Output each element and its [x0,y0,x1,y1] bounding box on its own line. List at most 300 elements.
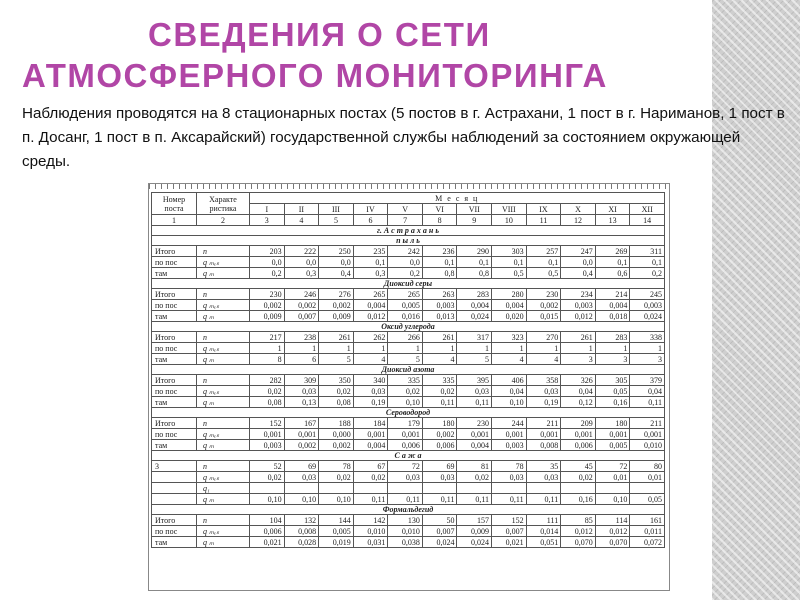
table-cell: 283 [457,289,492,300]
column-number: 9 [457,215,492,226]
table-cell: 265 [353,289,388,300]
table-cell: 0,004 [595,300,630,311]
table-row [152,246,665,257]
table-cell: 104 [250,515,285,526]
section-row [152,451,665,461]
table-cell: 263 [422,289,457,300]
row-label: по пос [152,343,197,354]
table-cell: 0,03 [284,472,319,483]
row-characteristic: q ₘ [197,537,250,548]
table-cell: 78 [319,461,354,472]
table-cell: 4 [526,354,561,365]
table-cell: 0,11 [353,494,388,505]
table-row [152,537,665,548]
table-cell: 317 [457,332,492,343]
month-header: XI [595,204,630,215]
table-cell: 0,051 [526,537,561,548]
row-characteristic: q ₘₑₛ [197,526,250,537]
table-cell: 0,03 [353,386,388,397]
city-heading: г. А с т р а х а н ь [152,226,665,236]
row-label: Итого [152,418,197,429]
table-cell: 0,019 [319,537,354,548]
table-cell: 72 [388,461,423,472]
table-cell: 290 [457,246,492,257]
table-cell: 0,5 [526,268,561,279]
table-cell: 0,006 [250,526,285,537]
table-cell: 0,0 [319,257,354,268]
table-cell: 379 [630,375,665,386]
column-number: 10 [492,215,527,226]
table-cell: 180 [595,418,630,429]
table-cell: 0,001 [284,429,319,440]
city-row [152,226,665,236]
month-header: VI [422,204,457,215]
month-header: III [319,204,354,215]
table-cell: 35 [526,461,561,472]
header-char-line-1: Характе [209,194,237,204]
column-number: 13 [595,215,630,226]
section-row [152,322,665,332]
row-characteristic: n [197,418,250,429]
table-cell: 0,016 [388,311,423,322]
table-cell: 0,000 [319,429,354,440]
column-number: 11 [526,215,561,226]
table-row [152,515,665,526]
table-cell: 1 [388,343,423,354]
table-cell: 0,012 [561,311,596,322]
column-number: 12 [561,215,596,226]
table-cell: 0,10 [388,397,423,408]
table-cell: 250 [319,246,354,257]
table-cell: 211 [526,418,561,429]
row-label: там [152,397,197,408]
table-body [152,236,665,548]
table-cell: 0,005 [595,440,630,451]
table-cell: 0,021 [492,537,527,548]
table-cell: 0,02 [561,472,596,483]
section-heading: Диоксид серы [152,279,665,289]
table-cell: 45 [561,461,596,472]
table-cell [561,483,596,494]
table-row [152,289,665,300]
table-cell: 309 [284,375,319,386]
table-cell: 0,002 [284,440,319,451]
table-cell: 350 [319,375,354,386]
table-cell: 0,16 [595,397,630,408]
row-label: Итого [152,375,197,386]
table-cell: 0,003 [630,300,665,311]
table-cell: 0,11 [422,397,457,408]
table-cell: 1 [630,343,665,354]
column-number: 5 [319,215,354,226]
table-cell: 1 [492,343,527,354]
month-header: V [388,204,423,215]
table-cell: 0,2 [388,268,423,279]
table-cell: 261 [319,332,354,343]
row-characteristic: q ₘₑₛ [197,343,250,354]
table-cell: 0,0 [250,257,285,268]
table-cell: 0,11 [388,494,423,505]
table-cell [422,483,457,494]
table-cell: 214 [595,289,630,300]
table-cell: 0,10 [250,494,285,505]
table-cell: 246 [284,289,319,300]
table-cell: 0,020 [492,311,527,322]
month-header: VII [457,204,492,215]
month-header: X [561,204,596,215]
table-row [152,429,665,440]
table-cell: 0,007 [284,311,319,322]
table-cell: 276 [319,289,354,300]
table-cell: 235 [353,246,388,257]
table-cell: 69 [284,461,319,472]
table-cell: 0,19 [526,397,561,408]
table-cell: 280 [492,289,527,300]
table-row [152,375,665,386]
title-line-2: АТМОСФЕРНОГО МОНИТОРИНГА [22,57,608,94]
row-label: Итого [152,289,197,300]
table-cell [595,483,630,494]
table-cell: 0,006 [388,440,423,451]
table-cell: 265 [388,289,423,300]
row-characteristic: q ₘ [197,440,250,451]
table-cell: 326 [561,375,596,386]
table-cell: 0,001 [353,429,388,440]
table-cell: 0,11 [457,397,492,408]
table-row [152,494,665,505]
table-cell: 0,008 [526,440,561,451]
row-label: по пос [152,526,197,537]
table-cell: 1 [250,343,285,354]
table-cell: 0,11 [457,494,492,505]
table-cell: 0,007 [422,526,457,537]
row-label: по пос [152,257,197,268]
table-cell: 188 [319,418,354,429]
table-cell: 340 [353,375,388,386]
table-cell: 132 [284,515,319,526]
row-characteristic: q ₘ [197,494,250,505]
table-cell: 0,004 [492,300,527,311]
table-cell: 0,013 [422,311,457,322]
table-cell: 0,16 [561,494,596,505]
table-cell [457,483,492,494]
table-cell: 1 [353,343,388,354]
table-cell: 152 [250,418,285,429]
table-cell: 184 [353,418,388,429]
table-cell: 0,031 [353,537,388,548]
row-characteristic: q ₘ [197,311,250,322]
table-cell: 0,003 [422,300,457,311]
row-characteristic: q ₘₑₛ [197,257,250,268]
row-characteristic: q ₘₑₛ [197,300,250,311]
table-cell [284,483,319,494]
table-cell: 3 [630,354,665,365]
table-cell: 0,1 [526,257,561,268]
row-characteristic: q ₘₑₛ [197,386,250,397]
row-label: по пос [152,429,197,440]
table-cell: 0,03 [492,472,527,483]
table-cell: 0,014 [526,526,561,537]
column-number: 6 [353,215,388,226]
table-row [152,397,665,408]
table-cell: 0,004 [353,300,388,311]
row-label: по пос [152,386,197,397]
table-cell: 0,001 [250,429,285,440]
table-cell: 0,002 [422,429,457,440]
section-heading: Диоксид азота [152,365,665,375]
table-cell: 0,02 [422,386,457,397]
row-label [152,472,197,483]
table-cell: 244 [492,418,527,429]
table-cell: 0,038 [388,537,423,548]
table-cell: 0,0 [284,257,319,268]
table-cell: 247 [561,246,596,257]
table-cell: 0,08 [250,397,285,408]
row-label: по пос [152,300,197,311]
row-characteristic: n [197,515,250,526]
table-cell: 209 [561,418,596,429]
table-cell [353,483,388,494]
page-title [22,14,702,96]
table-cell: 0,006 [561,440,596,451]
table-row [152,386,665,397]
table-cell: 238 [284,332,319,343]
table-row [152,354,665,365]
table-cell: 0,009 [250,311,285,322]
table-cell: 72 [595,461,630,472]
month-header: II [284,204,319,215]
column-number: 4 [284,215,319,226]
table-cell: 69 [422,461,457,472]
table-cell: 0,11 [630,397,665,408]
table-cell: 0,012 [561,526,596,537]
table-row [152,461,665,472]
section-heading: Сероводород [152,408,665,418]
table-cell: 0,002 [250,300,285,311]
table-cell [492,483,527,494]
table-cell: 81 [457,461,492,472]
table-cell: 1 [595,343,630,354]
table-cell: 167 [284,418,319,429]
table-cell: 303 [492,246,527,257]
table-cell: 1 [526,343,561,354]
table-cell: 5 [319,354,354,365]
table-cell: 0,13 [284,397,319,408]
table-cell: 142 [353,515,388,526]
table-cell: 0,03 [284,386,319,397]
table-cell: 305 [595,375,630,386]
table-cell: 8 [250,354,285,365]
table-cell: 1 [422,343,457,354]
table-cell: 0,10 [595,494,630,505]
table-cell: 0,4 [319,268,354,279]
table-cell: 0,009 [319,311,354,322]
table-cell: 0,03 [422,472,457,483]
table-cell: 0,8 [422,268,457,279]
table-cell: 5 [457,354,492,365]
table-cell: 1 [319,343,354,354]
section-row [152,408,665,418]
table-cell: 78 [492,461,527,472]
table-cell: 50 [422,515,457,526]
column-numbers-row [152,215,665,226]
table-row [152,257,665,268]
table-cell: 230 [526,289,561,300]
header-post-line-1: Номер [162,194,186,204]
table-cell: 0,003 [561,300,596,311]
row-label: Итого [152,515,197,526]
row-label: Итого [152,332,197,343]
table-cell: 0,010 [388,526,423,537]
table-cell: 236 [422,246,457,257]
table-cell: 5 [388,354,423,365]
table-cell: 0,004 [457,440,492,451]
table-cell: 1 [561,343,596,354]
table-row [152,483,665,494]
row-characteristic: q ₘ [197,354,250,365]
table-cell: 283 [595,332,630,343]
table-cell: 0,008 [284,526,319,537]
section-row [152,236,665,246]
table-cell [526,483,561,494]
table-cell: 52 [250,461,285,472]
table-cell: 0,001 [561,429,596,440]
table-cell: 0,02 [353,472,388,483]
table-cell: 358 [526,375,561,386]
table-cell: 0,001 [492,429,527,440]
table-cell: 0,003 [492,440,527,451]
table-cell: 114 [595,515,630,526]
table-cell: 0,024 [630,311,665,322]
row-label: там [152,311,197,322]
table-cell: 257 [526,246,561,257]
table-cell: 0,012 [595,526,630,537]
table-cell: 0,1 [595,257,630,268]
table-cell: 0,8 [457,268,492,279]
section-row [152,279,665,289]
table-cell: 261 [561,332,596,343]
table-cell: 0,4 [561,268,596,279]
table-row [152,472,665,483]
table-cell: 311 [630,246,665,257]
table-cell: 0,010 [353,526,388,537]
section-heading: Оксид углерода [152,322,665,332]
table-cell: 0,19 [353,397,388,408]
table-cell: 0,028 [284,537,319,548]
table-cell: 1 [457,343,492,354]
table-cell: 0,004 [353,440,388,451]
table-cell: 0,2 [250,268,285,279]
table-row [152,418,665,429]
table-cell: 0,002 [526,300,561,311]
row-characteristic: n [197,246,250,257]
table-cell: 0,010 [630,440,665,451]
table-cell: 180 [422,418,457,429]
table-cell: 0,04 [492,386,527,397]
table-cell: 395 [457,375,492,386]
row-label: там [152,537,197,548]
table-cell: 0,1 [353,257,388,268]
table-cell: 0,007 [492,526,527,537]
table-cell: 0,001 [388,429,423,440]
table-cell: 157 [457,515,492,526]
table-cell: 335 [388,375,423,386]
table-cell: 0,3 [284,268,319,279]
table-cell: 0,02 [319,472,354,483]
table-cell: 211 [630,418,665,429]
table-cell: 269 [595,246,630,257]
table-cell: 0,002 [319,300,354,311]
table-row [152,311,665,322]
table-cell: 0,001 [630,429,665,440]
table-cell: 262 [353,332,388,343]
row-label: 3 [152,461,197,472]
table-cell: 0,004 [457,300,492,311]
table-cell: 0,02 [457,472,492,483]
row-characteristic: n [197,461,250,472]
table-cell: 0,0 [388,257,423,268]
row-characteristic: q ₘₑₛ [197,429,250,440]
table-cell: 266 [388,332,423,343]
table-cell: 0,03 [457,386,492,397]
table-cell: 4 [353,354,388,365]
table-cell: 0,10 [284,494,319,505]
table-cell: 222 [284,246,319,257]
table-cell: 0,08 [319,397,354,408]
table-cell: 4 [422,354,457,365]
row-label: там [152,268,197,279]
table-cell: 0,1 [457,257,492,268]
table-cell: 217 [250,332,285,343]
column-number: 7 [388,215,423,226]
table-cell: 179 [388,418,423,429]
table-cell: 0,021 [250,537,285,548]
table-cell: 0,11 [492,494,527,505]
header-months: М е с я ц [250,193,665,204]
table-cell: 0,11 [526,494,561,505]
month-header: IV [353,204,388,215]
column-number: 2 [197,215,250,226]
column-number: 14 [630,215,665,226]
row-characteristic: q ₘ [197,397,250,408]
table-cell: 0,05 [630,494,665,505]
column-number: 8 [422,215,457,226]
row-label [152,494,197,505]
table-cell: 261 [422,332,457,343]
table-cell: 0,5 [492,268,527,279]
table-cell: 323 [492,332,527,343]
table-cell: 0,05 [595,386,630,397]
month-header: VIII [492,204,527,215]
table-row [152,268,665,279]
table-cell: 0,02 [250,386,285,397]
table-cell: 0,018 [595,311,630,322]
table-row [152,300,665,311]
row-label: там [152,354,197,365]
table-cell: 0,072 [630,537,665,548]
table-cell: 0,012 [353,311,388,322]
table-cell: 0,009 [457,526,492,537]
section-row [152,365,665,375]
row-label: там [152,440,197,451]
table-cell: 0,0 [561,257,596,268]
table-cell: 0,005 [319,526,354,537]
row-characteristic: n [197,332,250,343]
table-cell: 0,001 [457,429,492,440]
table-cell: 0,3 [353,268,388,279]
table-cell: 0,04 [561,386,596,397]
table-cell: 1 [284,343,319,354]
